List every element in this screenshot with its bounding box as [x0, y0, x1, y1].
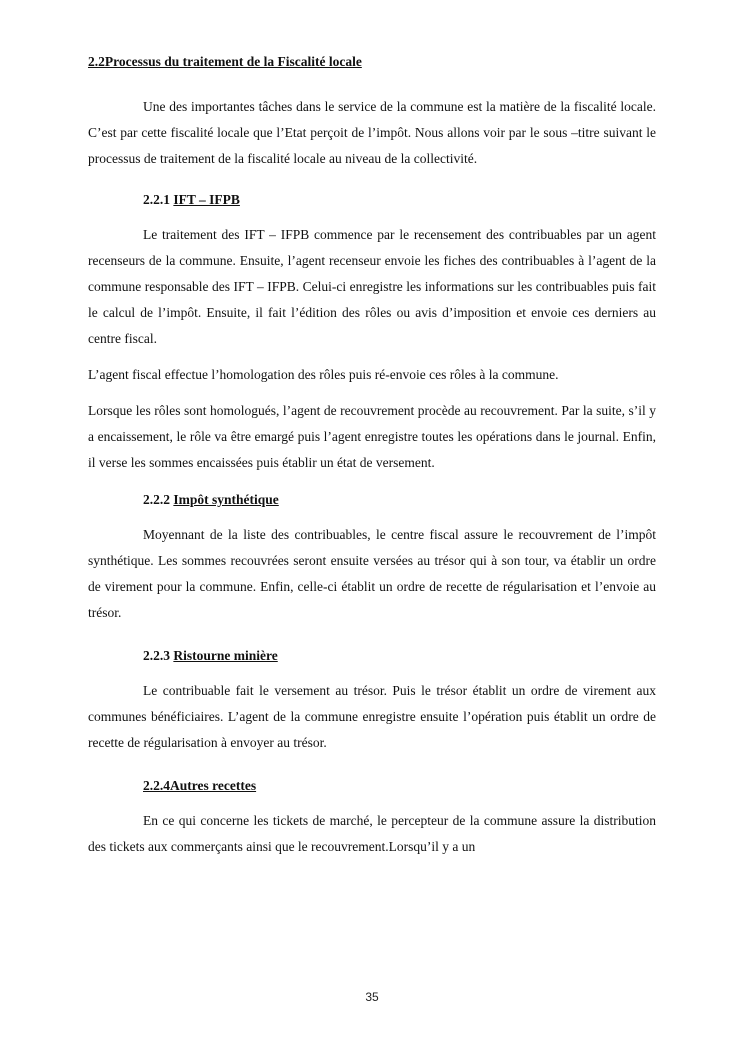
- subsection-title: 2.2.4Autres recettes: [143, 778, 257, 793]
- subsection-heading-ristourne-miniere: [143, 646, 656, 666]
- section-heading: 2.2Processus du traitement de la Fiscalité locale: [88, 54, 362, 69]
- subsection-title: IFT – IFPB: [173, 192, 240, 207]
- page-number: 35: [365, 990, 379, 1004]
- subsection-number: 2.2.1: [143, 192, 174, 207]
- subsection-heading-autres-recettes: [143, 776, 656, 796]
- subsection-number: 2.2.2: [143, 492, 174, 507]
- autres-recettes-paragraph: En ce qui concerne les tickets de marché, le percepteur de la commune assure la distribution des tickets aux commerçants ainsi que le recouvrement.Lorsqu’il y a un: [88, 813, 656, 854]
- subsection-title: Ristourne minière: [173, 648, 278, 663]
- ift-paragraph-1: Le traitement des IFT – IFPB commence par le recensement des contribuables par un agent recenseurs de la commune. Ensuite, l’agent recenseur envoie les fiches des contribuables à l’agent de la commune responsable des IFT – IFPB. Celui-ci enregistre les informations sur les contribuables puis fait le calcul de l’impôt. Ensuite, il fait l’édition des rôles ou avis d’imposition et envoie ces derniers au centre fiscal.: [88, 227, 656, 346]
- ift-paragraph-3: Lorsque les rôles sont homologués, l’agent de recouvrement procède au recouvrement. Par la suite, s’il y a encaissement, le rôle va être emargé puis l’agent enregistre toutes les opérations dans le journal. Enfin, il verse les sommes encaissées puis établir un état de versement.: [88, 403, 656, 470]
- subsection-number: 2.2.3: [143, 648, 174, 663]
- subsection-heading-ift-ifpb: [143, 190, 656, 210]
- subsection-heading-impot-synthetique: [143, 490, 656, 510]
- impot-synthetique-paragraph: Moyennant de la liste des contribuables, le centre fiscal assure le recouvrement de l’impôt synthétique. Les sommes recouvrées seront ensuite versées au trésor qui à son tour, va établir un ordre de virement pour la commune. Enfin, celle-ci établit un ordre de recette de régularisation et l’envoie au trésor.: [88, 527, 656, 620]
- intro-paragraph: Une des importantes tâches dans le service de la commune est la matière de la fiscalité locale. C’est par cette fiscalité locale que l’Etat perçoit de l’impôt. Nous allons voir par le sous –titre suivant le processus de traitement de la fiscalité locale au niveau de la collectivité.: [88, 99, 656, 166]
- ift-paragraph-2: L’agent fiscal effectue l’homologation des rôles puis ré-envoie ces rôles à la commune.: [88, 367, 559, 382]
- ristourne-paragraph: Le contribuable fait le versement au trésor. Puis le trésor établit un ordre de virement aux communes bénéficiaires. L’agent de la commune enregistre ensuite l’opération puis établit un ordre de recette de régularisation à envoyer au trésor.: [88, 683, 656, 750]
- page-content: [88, 52, 656, 870]
- subsection-title: Impôt synthétique: [173, 492, 279, 507]
